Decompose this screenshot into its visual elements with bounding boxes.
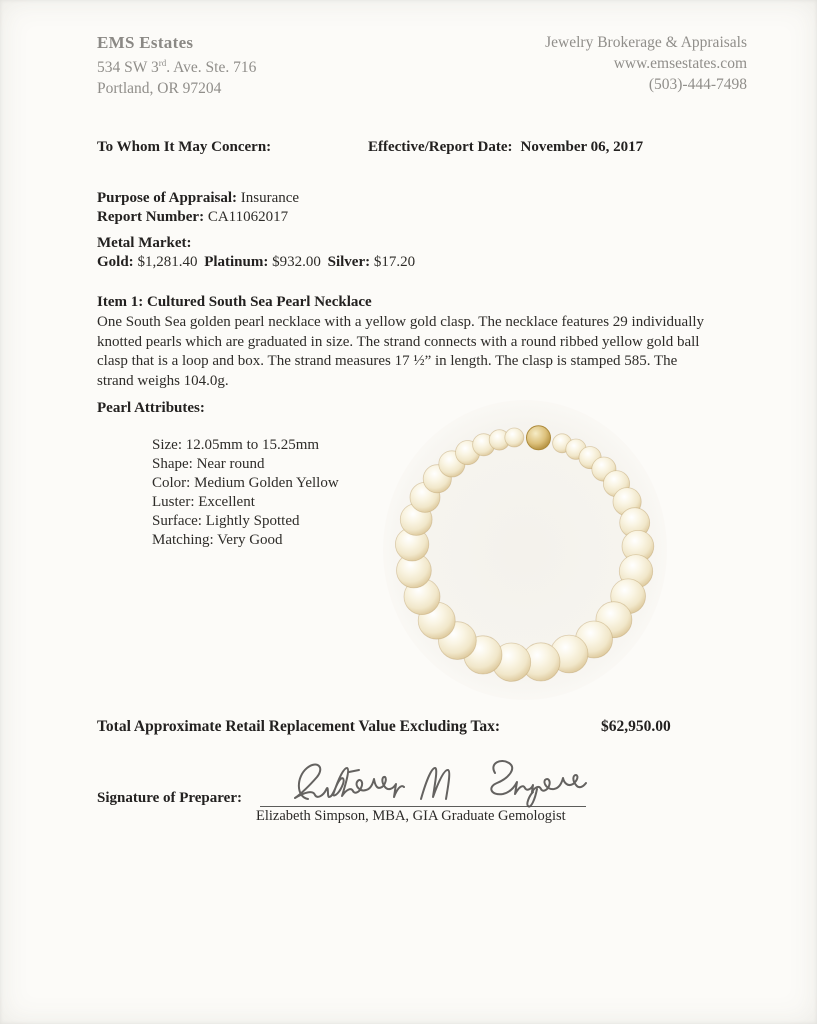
company-city: Portland, OR 97204 (97, 80, 222, 98)
item-block (97, 293, 709, 392)
report-date-row (368, 139, 643, 156)
attr-matching: Matching: Very Good (152, 532, 283, 548)
company-website: www.emsestates.com (613, 55, 747, 72)
purpose-line: Purpose of Appraisal: Insurance (97, 190, 300, 206)
item-description: One South Sea golden pearl necklace with a yellow gold clasp. The necklace features 29 individually knotted pearls which are graduated in size. The strand connects with a round ribbed yellow gold ball clasp that is a loop and box. The strand measures 17 ½” in length. The clasp is stamped 585. The strand weighs 104.0g. (97, 313, 705, 390)
gold-ball-clasp (527, 426, 551, 450)
company-name: EMS Estates (97, 33, 194, 52)
attr-surface: Surface: Lightly Spotted (152, 513, 300, 529)
company-contact-block (545, 32, 747, 99)
signature-label: Signature of Preparer: (97, 790, 242, 806)
silver-price: Silver: $17.20 (327, 253, 416, 270)
pearl-attributes-list (152, 436, 339, 550)
total-value-amount: $62,950.00 (601, 718, 671, 735)
report-date-value: November 06, 2017 (520, 139, 644, 155)
pearl-necklace-photo (378, 398, 673, 703)
company-tagline: Jewelry Brokerage & Appraisals (545, 34, 747, 51)
signature-line (260, 755, 586, 807)
pearl-necklace-illustration (378, 398, 673, 703)
attr-shape: Shape: Near round (152, 456, 265, 472)
attr-color: Color: Medium Golden Yellow (152, 475, 339, 491)
item-heading: Item 1: Cultured South Sea Pearl Necklace (97, 294, 372, 310)
handwritten-signature (260, 755, 586, 813)
purpose-block (97, 189, 299, 226)
gold-price: Gold: $1,281.40 (97, 253, 198, 270)
metal-market-block (97, 234, 418, 271)
attr-size: Size: 12.05mm to 15.25mm (152, 437, 320, 453)
report-number-line: Report Number: CA11062017 (97, 208, 289, 225)
platinum-price: Platinum: $932.00 (204, 253, 321, 270)
company-phone: (503)-444-7498 (648, 76, 747, 93)
pearl (505, 428, 524, 447)
company-street: 534 SW 3rd. Ave. Ste. 716 (97, 58, 257, 77)
salutation: To Whom It May Concern: (97, 139, 272, 155)
pearl-attributes-heading: Pearl Attributes: (97, 400, 205, 416)
metal-market-values (97, 253, 418, 272)
company-address-block (97, 32, 256, 99)
letterhead (97, 32, 747, 99)
ordinal-suffix: rd (158, 58, 167, 68)
preparer-printed-name: Elizabeth Simpson, MBA, GIA Graduate Gemologist (256, 808, 566, 824)
metal-market-heading: Metal Market: (97, 235, 192, 251)
report-date-label: Effective/Report Date: (368, 139, 513, 155)
total-value-label: Total Approximate Retail Replacement Value Excluding Tax: (97, 718, 501, 735)
attr-luster: Luster: Excellent (152, 494, 255, 510)
